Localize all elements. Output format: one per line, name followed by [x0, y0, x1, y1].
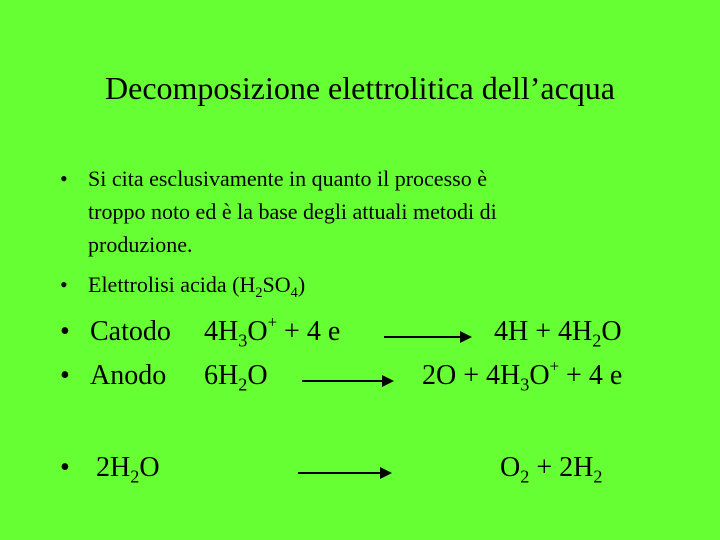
reaction-arrow — [298, 472, 390, 474]
anodo-reactants: $6H_2O$ — [204, 360, 268, 395]
bullet-marker: • — [60, 452, 70, 483]
anodo-label: Anodo — [90, 360, 167, 391]
anodo-products: $2O + 4H_3O^+ + 4$ e — [422, 356, 623, 395]
bullet-marker: • — [60, 316, 70, 347]
reaction-arrow — [384, 336, 470, 338]
catodo-label: Catodo — [90, 316, 171, 347]
overall-reactants: $2H_2O$ — [96, 452, 160, 487]
overall-products: $O_2 + 2H_2$ — [500, 452, 603, 487]
catodo-products: $4H + 4H_2O$ — [494, 316, 622, 351]
slide-title: Decomposizione elettrolitica dell’acqua — [105, 70, 615, 106]
bullet-1-line-1: Si cita esclusivamente in quanto il processo è — [88, 166, 487, 191]
bullet-marker: • — [60, 272, 68, 297]
catodo-reactants: $4H_3O^+ + 4$ e — [204, 312, 341, 351]
bullet-marker: • — [60, 166, 68, 191]
bullet-1-line-3: produzione. — [88, 232, 193, 257]
bullet-marker: • — [60, 360, 70, 391]
bullet-2-text: Elettrolisi acida $(H_2SO_4)$ — [88, 272, 306, 301]
reaction-arrow — [302, 380, 392, 382]
bullet-1-line-2: troppo noto ed è la base degli attuali metodi di — [88, 199, 497, 224]
